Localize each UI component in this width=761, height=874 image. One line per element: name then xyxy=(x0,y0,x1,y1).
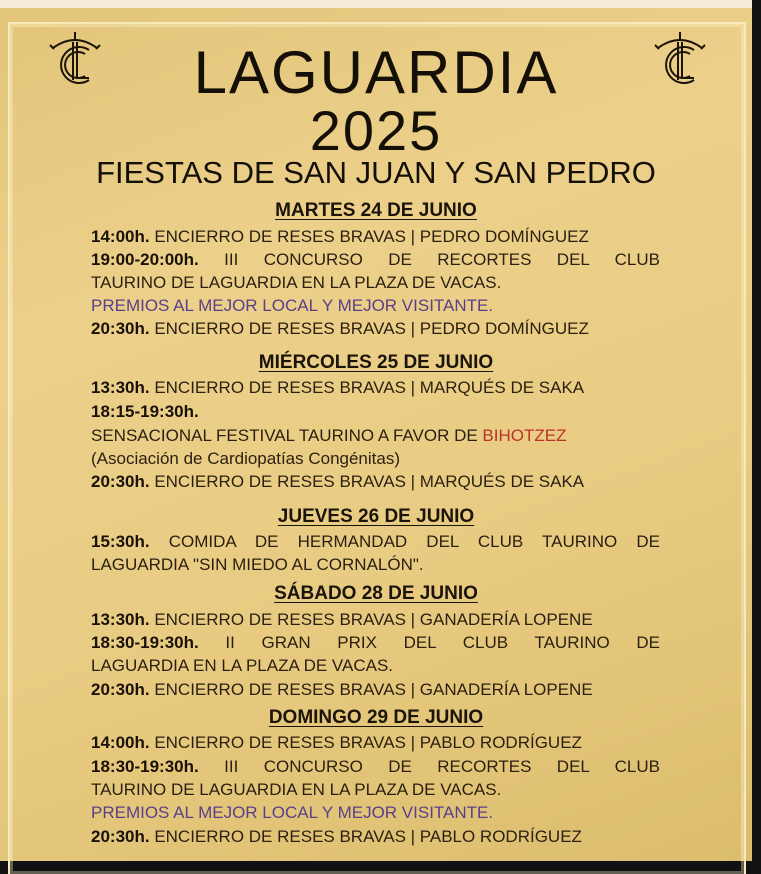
event-text: LAGUARDIA "SIN MIEDO AL CORNALÓN". xyxy=(91,555,424,574)
day-heading-text: MARTES 24 DE JUNIO xyxy=(275,200,477,221)
event-text: ENCIERRO DE RESES BRAVAS | PABLO RODRÍGUEZ xyxy=(149,827,582,846)
day-heading-text: MIÉRCOLES 25 DE JUNIO xyxy=(258,352,494,373)
event-time: 18:30-19:30h. xyxy=(91,633,199,652)
event-text: PREMIOS AL MEJOR LOCAL Y MEJOR VISITANTE. xyxy=(91,296,494,315)
event-line xyxy=(91,472,660,492)
event-line xyxy=(91,733,660,753)
top-band xyxy=(0,0,752,8)
event-text: SENSACIONAL FESTIVAL TAURINO A FAVOR DE xyxy=(91,426,483,445)
beneficiary-name: BIHOTZEZ xyxy=(482,426,567,445)
event-line xyxy=(91,449,660,469)
event-time: 19:00-20:00h. xyxy=(91,250,199,269)
day-heading xyxy=(0,506,752,528)
event-line xyxy=(91,426,660,446)
event-line xyxy=(91,680,660,700)
event-line xyxy=(91,296,660,316)
event-line xyxy=(91,757,660,777)
event-line xyxy=(91,555,660,575)
event-text: PREMIOS AL MEJOR LOCAL Y MEJOR VISITANTE. xyxy=(91,803,494,822)
day-heading-text: SÁBADO 28 DE JUNIO xyxy=(274,583,478,604)
event-text: (Asociación de Cardiopatías Congénitas) xyxy=(91,449,401,468)
event-line xyxy=(91,633,660,653)
event-text: II GRAN PRIX DEL CLUB TAURINO DE xyxy=(198,633,660,652)
event-time: 18:30-19:30h. xyxy=(91,757,199,776)
event-text: ENCIERRO DE RESES BRAVAS | PEDRO DOMÍNGUEZ xyxy=(149,227,589,246)
poster-title: LAGUARDIA xyxy=(193,39,559,106)
day-heading-text: DOMINGO 29 DE JUNIO xyxy=(268,707,484,728)
event-line xyxy=(91,532,660,552)
day-heading xyxy=(0,200,752,222)
poster-year: 2025 xyxy=(309,99,443,162)
event-line xyxy=(91,273,660,293)
event-line xyxy=(91,656,660,676)
event-time: 13:30h. xyxy=(91,610,150,629)
poster-subtitle: FIESTAS DE SAN JUAN Y SAN PEDRO xyxy=(96,155,656,190)
event-time: 20:30h. xyxy=(91,472,150,491)
day-heading xyxy=(0,707,752,729)
event-line xyxy=(91,803,660,823)
event-text: TAURINO DE LAGUARDIA EN LA PLAZA DE VACAS. xyxy=(91,273,502,292)
day-heading-text: JUEVES 26 DE JUNIO xyxy=(277,506,475,527)
day-heading xyxy=(0,352,752,374)
event-text: ENCIERRO DE RESES BRAVAS | PABLO RODRÍGUEZ xyxy=(149,733,582,752)
event-time: 14:00h. xyxy=(91,227,150,246)
event-line xyxy=(91,250,660,270)
event-time: 13:30h. xyxy=(91,378,150,397)
event-text: III CONCURSO DE RECORTES DEL CLUB xyxy=(198,250,660,269)
event-text: ENCIERRO DE RESES BRAVAS | GANADERÍA LOPENE xyxy=(149,610,593,629)
event-text: ENCIERRO DE RESES BRAVAS | MARQUÉS DE SAKA xyxy=(149,378,585,397)
event-time: 20:30h. xyxy=(91,319,150,338)
event-text: ENCIERRO DE RESES BRAVAS | MARQUÉS DE SAKA xyxy=(149,472,585,491)
event-line xyxy=(91,227,660,247)
event-line xyxy=(91,319,660,339)
event-text: ENCIERRO DE RESES BRAVAS | PEDRO DOMÍNGUEZ xyxy=(149,319,589,338)
event-line xyxy=(91,402,660,422)
event-line xyxy=(91,378,660,398)
event-text: TAURINO DE LAGUARDIA EN LA PLAZA DE VACAS. xyxy=(91,780,502,799)
event-line xyxy=(91,610,660,630)
event-line xyxy=(91,827,660,847)
day-heading xyxy=(0,583,752,605)
event-time: 20:30h. xyxy=(91,827,150,846)
event-text: III CONCURSO DE RECORTES DEL CLUB xyxy=(198,757,660,776)
event-text: LAGUARDIA EN LA PLAZA DE VACAS. xyxy=(91,656,394,675)
event-time: 15:30h. xyxy=(91,532,150,551)
event-text: COMIDA DE HERMANDAD DEL CLUB TAURINO DE xyxy=(149,532,660,551)
event-text: ENCIERRO DE RESES BRAVAS | GANADERÍA LOPENE xyxy=(149,680,593,699)
event-line xyxy=(91,780,660,800)
event-time: 18:15-19:30h. xyxy=(91,402,199,421)
event-time: 20:30h. xyxy=(91,680,150,699)
event-time: 14:00h. xyxy=(91,733,150,752)
